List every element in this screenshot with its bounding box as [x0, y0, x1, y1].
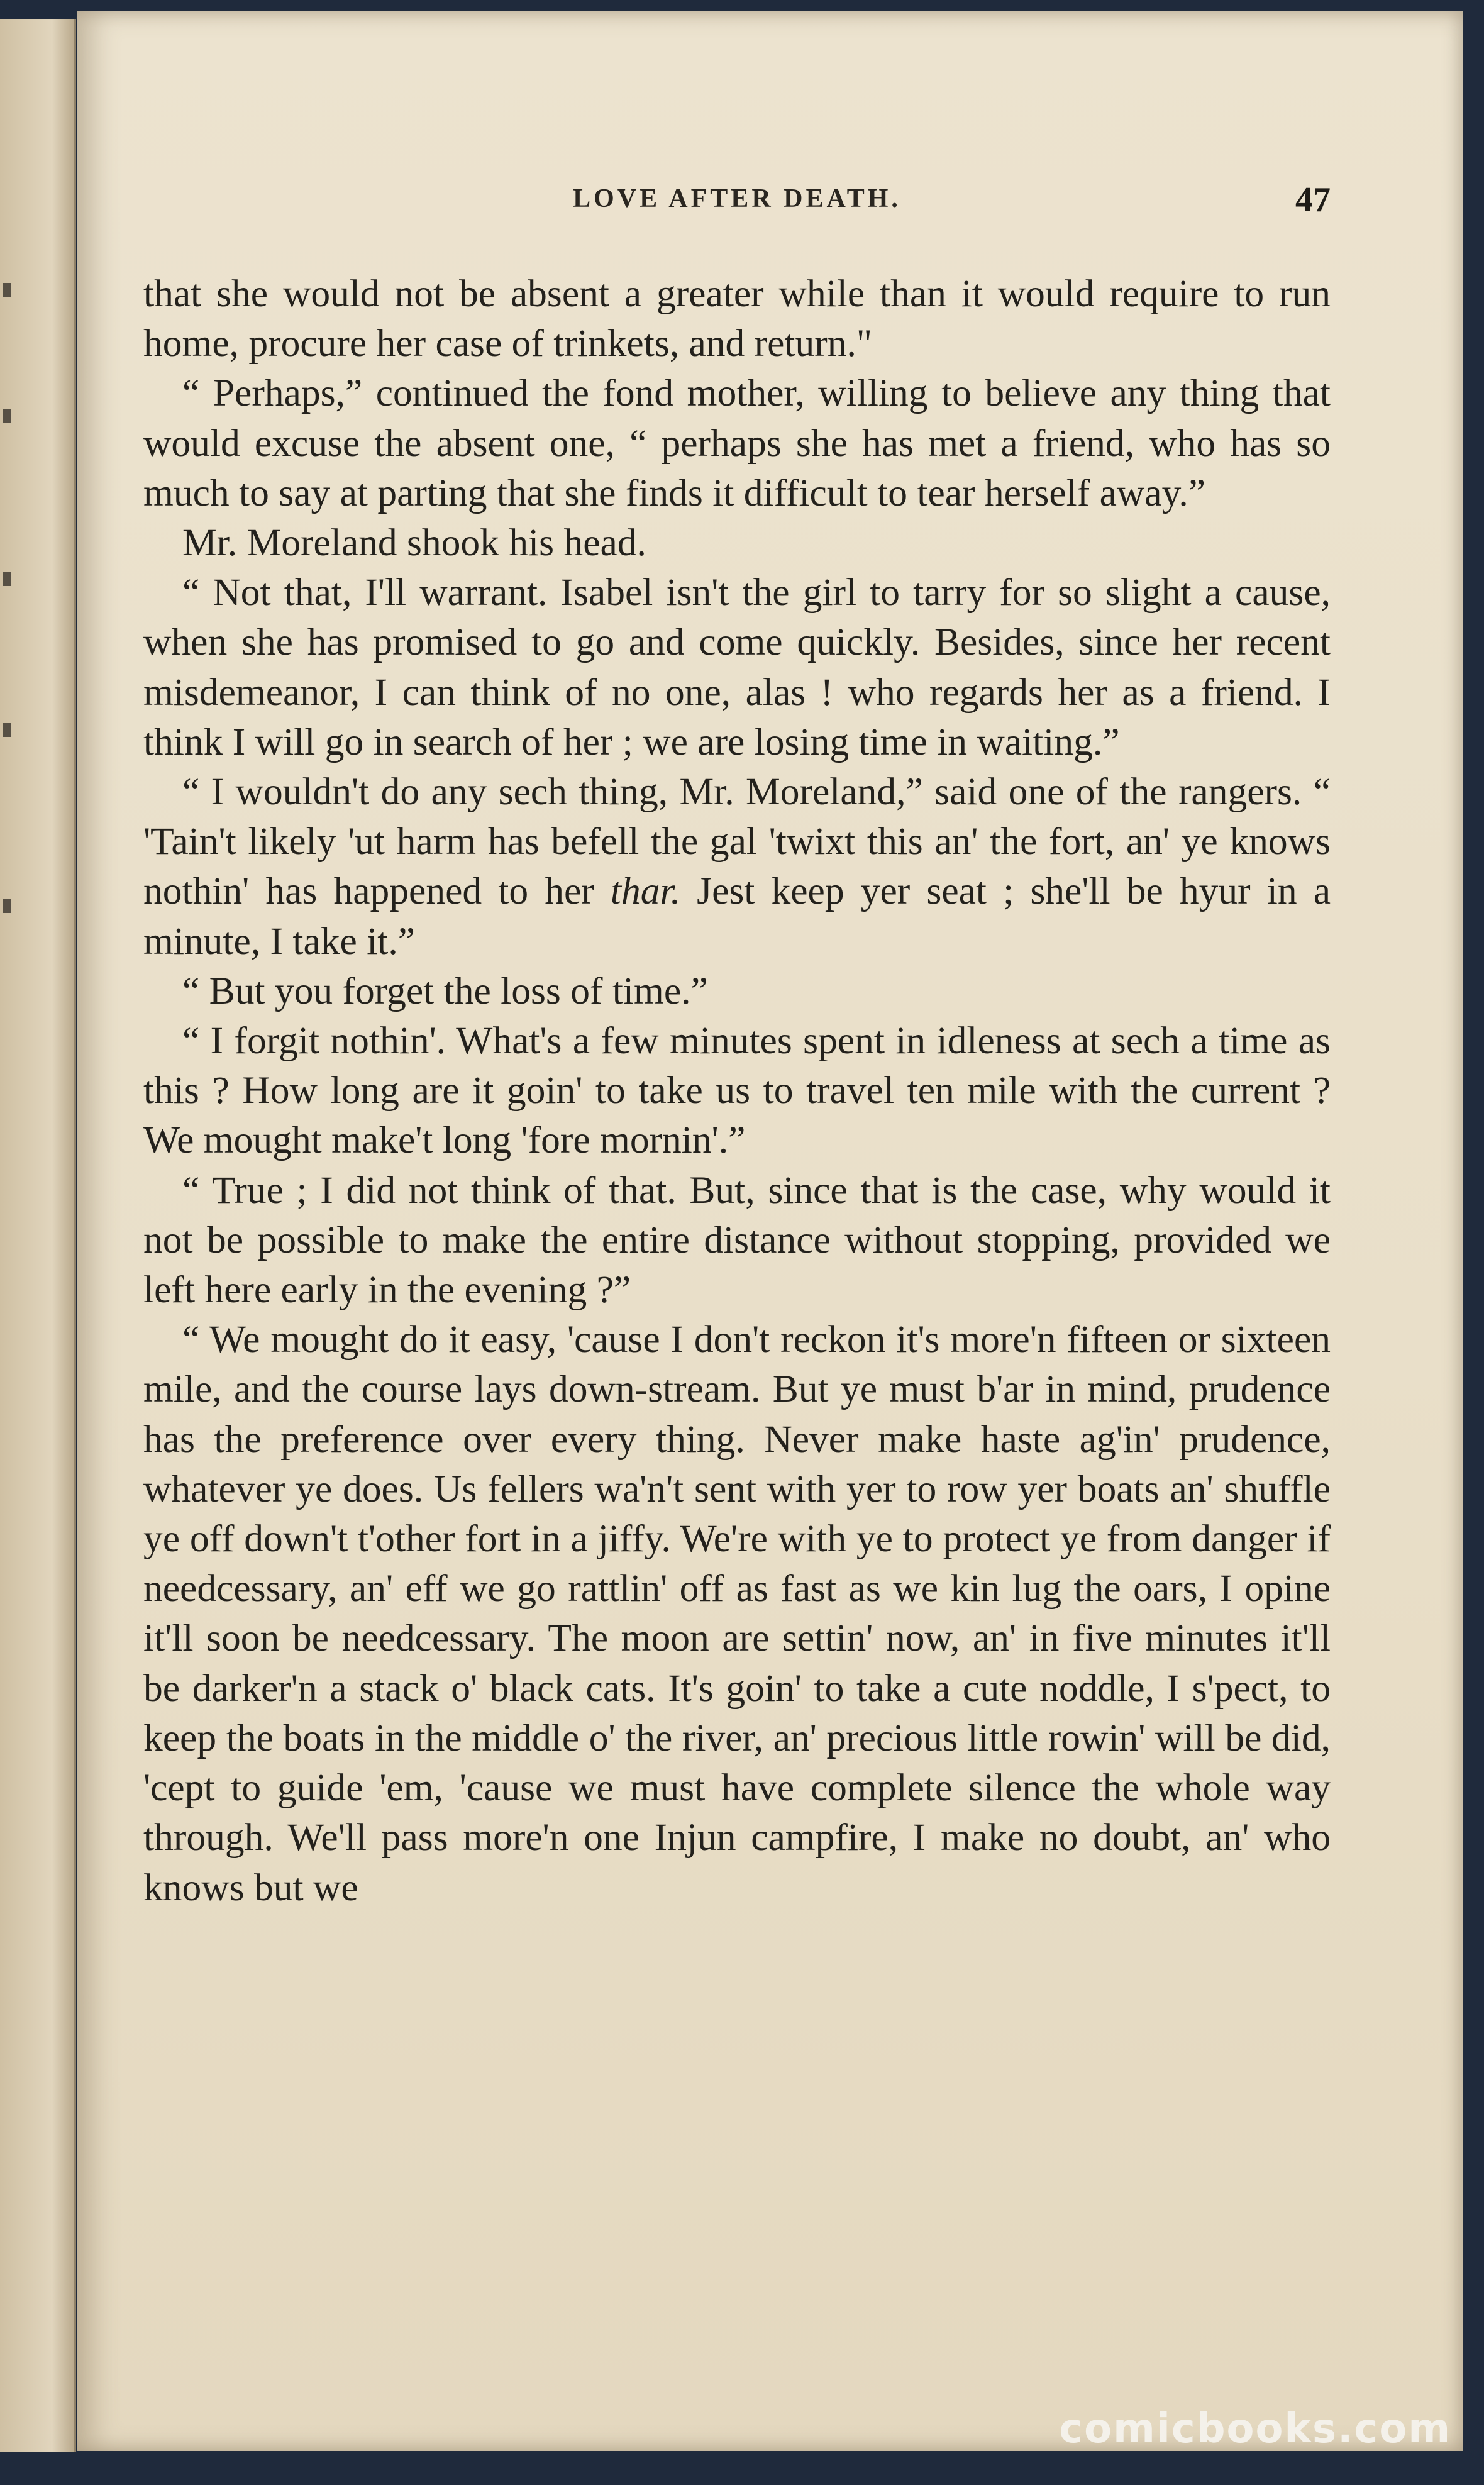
paragraph: “ True ; I did not think of that. But, since that is the case, why would it not be possible to make the entire distance without stopping, provided we left here early in the evening ?”: [143, 1168, 1331, 1312]
paragraph: that she would not be absent a greater while than it would require to run home, procure her case of trinkets, and return.": [143, 272, 1331, 365]
paragraph: “ Not that, I'll warrant. Isabel isn't the girl to tarry for so slight a cause, when she has promised to go and come quickly. Besides, since her recent misdemeanor, I can think of no one, alas ! who regards her as a friend. I think I will go in search of her ; we are losing time in waiting.”: [143, 571, 1331, 763]
page-edge-mark: [3, 723, 11, 737]
paragraph: “ We mought do it easy, 'cause I don't reckon it's more'n fifteen or sixteen mile, and the course lays down-stream. But ye must b'ar in mind, prudence has the preference over every thing. Never make haste ag'in' prudence, whatever ye does. Us fellers wa'n't sent with yer to row yer boats an' shuffle ye off down't t'other fort in a jiffy. We're with ye to protect ye from danger if needcessary, an' eff we go rattlin' off as fast as we kin lug the oars, I opine it'll soon be needcessary. The moon are settin' now, an' in five minutes it'll be darker'n a stack o' black cats. It's goin' to take a cute noddle, I s'pect, to keep the boats in the middle o' the river, an' precious little rowin' will be did, 'cept to guide 'em, 'cause we must have complete silence the whole way through. We'll pass more'n one Injun campfire, I make no doubt, an' who knows but we: [143, 1318, 1331, 1909]
paragraph-text: Jest keep yer seat ; she'll be hyur in a minute, I take it.”: [143, 870, 1331, 963]
paragraph: “ But you forget the loss of time.”: [182, 969, 708, 1012]
paragraph: Mr. Moreland shook his head.: [182, 521, 646, 565]
italic-word: thar.: [610, 870, 680, 913]
page-edge-mark: [3, 283, 11, 297]
page-header: [143, 180, 1331, 234]
body-text: [143, 269, 1331, 1913]
paragraph: “ I forgit nothin'. What's a few minutes spent in idleness at sech a time as this ? How long are it goin' to take us to travel ten mile with the current ? We mought make't long 'fore mornin'.”: [143, 1019, 1331, 1162]
paragraph: “ Perhaps,” continued the fond mother, willing to believe any thing that would excuse the absent one, “ perhaps she has met a friend, who has so much to say at parting that she finds it difficult to tear herself away.”: [143, 372, 1331, 514]
page-edge-mark: [3, 899, 11, 913]
running-head: LOVE AFTER DEATH.: [573, 184, 901, 213]
page-edge-mark: [3, 409, 11, 423]
paragraph-text: “ I wouldn't do any sech thing, Mr. Moreland,” said one of the rangers. “ 'Tain't likely 'ut harm has befell the gal 'twixt this an' the fort, an' ye knows nothin' has happened to her: [143, 770, 1331, 913]
previous-page-edge: [0, 19, 76, 2452]
page-number: 47: [1295, 180, 1331, 219]
paragraph: [143, 767, 1331, 966]
watermark: comicbooks.com: [1059, 2406, 1451, 2452]
page-edge-mark: [3, 572, 11, 586]
